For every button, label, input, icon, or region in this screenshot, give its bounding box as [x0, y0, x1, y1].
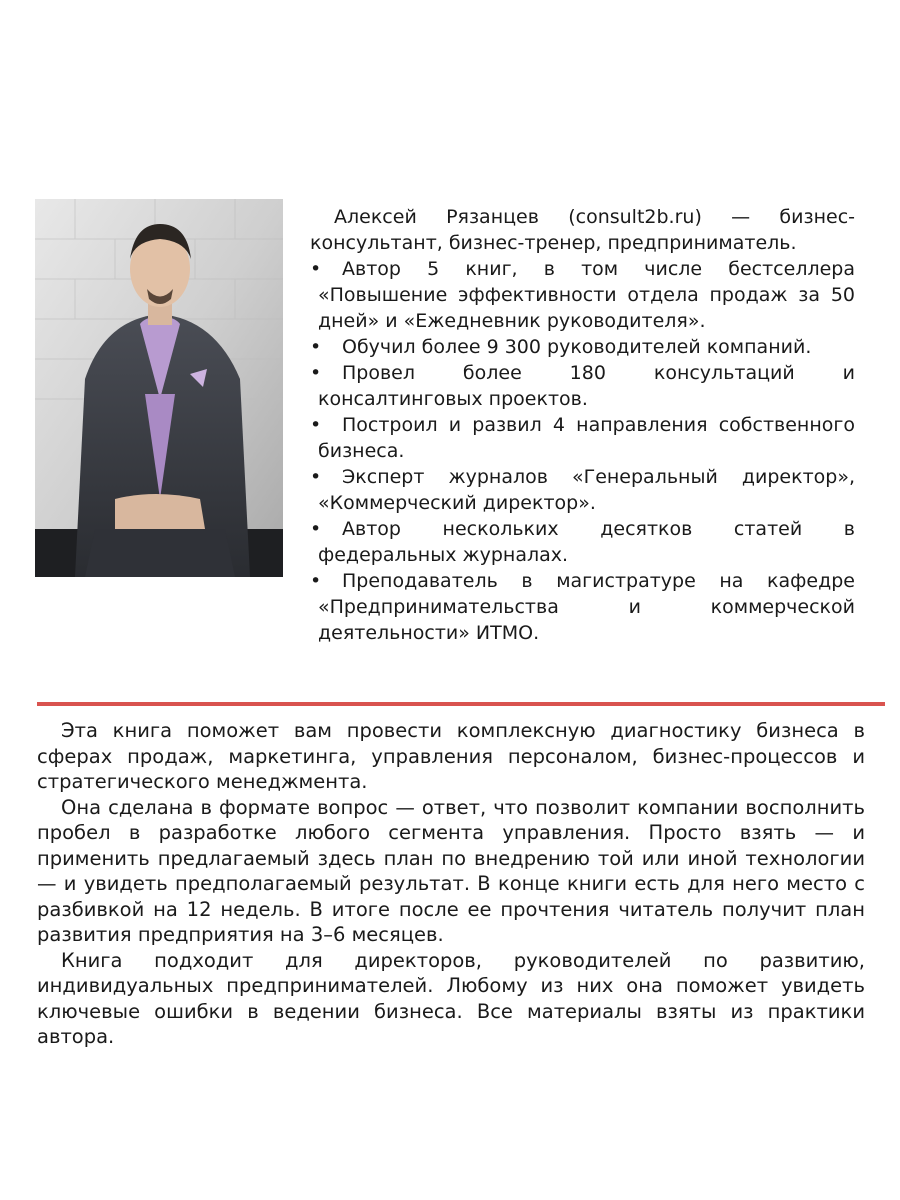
author-facts-list	[310, 256, 855, 646]
bullet-icon: •	[310, 414, 322, 436]
bullet-icon: •	[310, 362, 322, 384]
bullet-icon: •	[310, 570, 322, 592]
bullet-icon: •	[310, 336, 322, 358]
bullet-icon: •	[310, 466, 322, 488]
author-fact: • Преподаватель в магистратуре на кафедре «Предпринимательства и коммерческой деятельности» ИТМО.	[310, 570, 855, 644]
author-fact: • Построил и развил 4 направления собственного бизнеса.	[310, 414, 855, 462]
author-photo	[35, 199, 283, 577]
author-bio	[310, 204, 855, 646]
author-fact: • Обучил более 9 300 руководителей компаний.	[310, 336, 812, 358]
section-divider	[37, 702, 885, 706]
author-fact: • Автор нескольких десятков статей в федеральных журналах.	[310, 518, 855, 566]
author-fact: • Автор 5 книг, в том числе бестселлера «Повышение эффективности отдела продаж за 50 дней» и «Ежедневник руководителя».	[310, 258, 855, 332]
bullet-icon: •	[310, 258, 322, 280]
summary-paragraph: Книга подходит для директоров, руководителей по развитию, индивидуальных предпринимателей. Любому из них она поможет увидеть ключевые ошибки в ведении бизнеса. Все материалы взяты из практики автора.	[37, 948, 865, 1048]
author-intro: Алексей Рязанцев (consult2b.ru) — бизнес-консультант, бизнес-тренер, предприниматель.	[310, 206, 855, 254]
bullet-icon: •	[310, 518, 322, 540]
summary-paragraph: Она сделана в формате вопрос — ответ, что позволит компании восполнить пробел в разработке любого сегмента управления. Просто взять — и применить предлагаемый здесь план по внедрению той или иной технологии — и увидеть предполагаемый результат. В конце книги есть для него место с разбивкой на 12 недель. В итоге после ее прочтения читатель получит план развития предприятия на 3–6 месяцев.	[37, 795, 865, 946]
author-fact: • Эксперт журналов «Генеральный директор», «Коммерческий директор».	[310, 466, 855, 514]
book-summary	[37, 718, 865, 1050]
summary-paragraph: Эта книга поможет вам провести комплексную диагностику бизнеса в сферах продаж, маркетинга, управления персоналом, бизнес-процессов и стратегического менеджмента.	[37, 719, 865, 793]
author-fact: • Провел более 180 консультаций и консалтинговых проектов.	[310, 362, 855, 410]
